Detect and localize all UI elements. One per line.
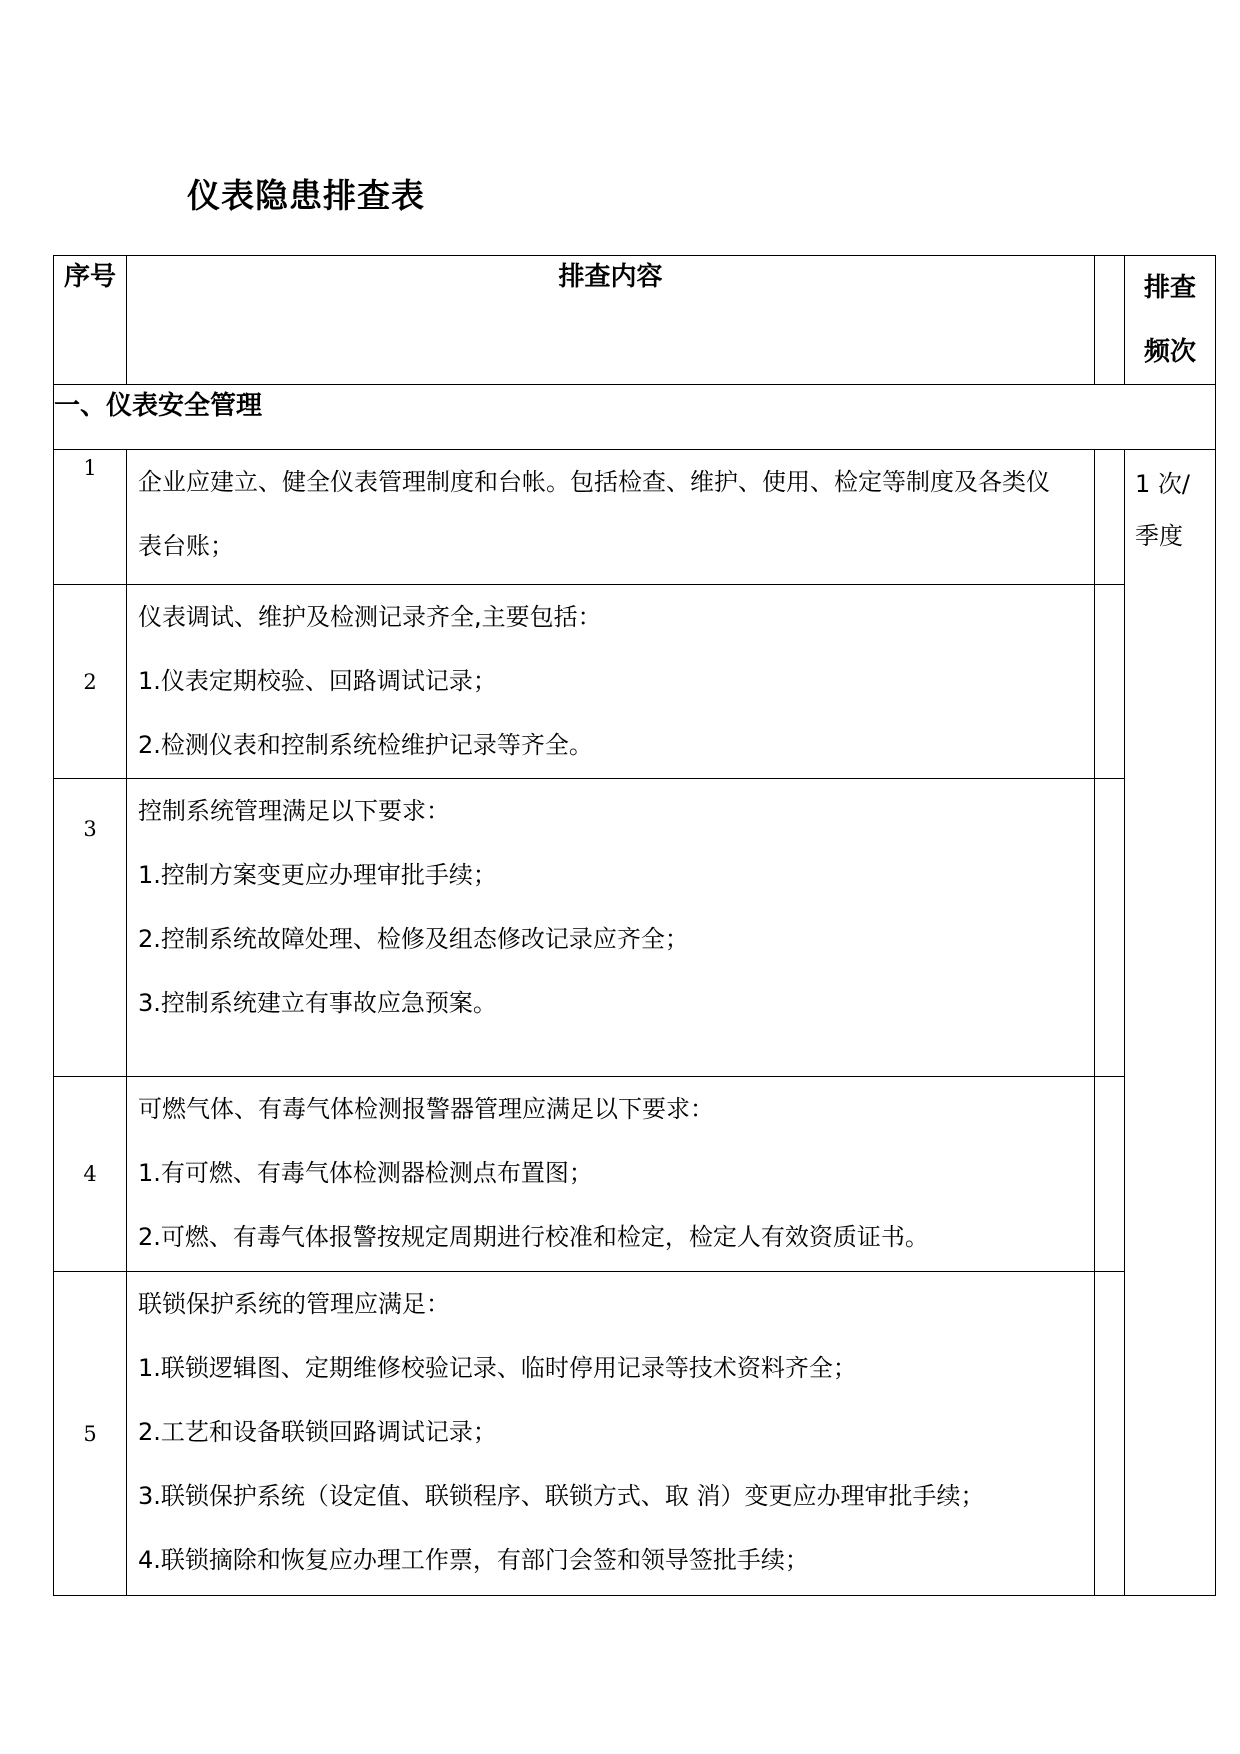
table-row xyxy=(54,1272,1216,1596)
row-content xyxy=(127,450,1095,585)
row-index: 1 xyxy=(54,450,127,585)
blank-cell xyxy=(1095,1272,1125,1596)
row-index: 2 xyxy=(54,585,127,779)
section-row xyxy=(54,385,1216,450)
content-line: 联锁保护系统的管理应满足： xyxy=(138,1290,450,1318)
frequency-cell xyxy=(1125,450,1216,1596)
content-line: 2.控制系统故障处理、检修及组态修改记录应齐全； xyxy=(138,925,689,953)
content-line: 2.工艺和设备联锁回路调试记录； xyxy=(138,1418,497,1446)
content-line: 4.联锁摘除和恢复应办理工作票，有部门会签和领导签批手续； xyxy=(138,1546,809,1574)
content-line: 1.控制方案变更应办理审批手续； xyxy=(138,861,497,889)
header-blank-cell xyxy=(1095,256,1125,385)
table-row xyxy=(54,779,1216,1077)
header-index: 序号 xyxy=(54,256,127,385)
frequency-line2: 季度 xyxy=(1135,522,1183,550)
content-line: 1.有可燃、有毒气体检测器检测点布置图； xyxy=(138,1159,593,1187)
blank-cell xyxy=(1095,450,1125,585)
content-line: 控制系统管理满足以下要求： xyxy=(138,797,450,825)
table-row xyxy=(54,585,1216,779)
section-title: 一、仪表安全管理 xyxy=(54,385,1216,450)
header-frequency xyxy=(1125,256,1216,385)
row-content xyxy=(127,1077,1095,1272)
row-index: 5 xyxy=(54,1272,127,1596)
content-line: 2.检测仪表和控制系统检维护记录等齐全。 xyxy=(138,731,593,759)
table-header-row xyxy=(54,256,1216,385)
content-line: 1.仪表定期校验、回路调试记录； xyxy=(138,667,497,695)
row-content xyxy=(127,1272,1095,1596)
blank-cell xyxy=(1095,1077,1125,1272)
content-line: 表台账； xyxy=(138,532,234,560)
content-line: 可燃气体、有毒气体检测报警器管理应满足以下要求： xyxy=(138,1095,714,1123)
content-line: 3.联锁保护系统（设定值、联锁程序、联锁方式、取 消）变更应办理审批手续； xyxy=(138,1482,985,1510)
page-title: 仪表隐患排查表 xyxy=(187,176,425,215)
table-row xyxy=(54,450,1216,585)
blank-cell xyxy=(1095,779,1125,1077)
header-frequency-line2: 频次 xyxy=(1143,337,1196,367)
row-content xyxy=(127,585,1095,779)
row-index: 3 xyxy=(54,779,127,1077)
header-frequency-line1: 排查 xyxy=(1143,273,1196,303)
content-line: 企业应建立、健全仪表管理制度和台帐。包括检查、维护、使用、检定等制度及各类仪 xyxy=(138,468,1050,496)
table-row xyxy=(54,1077,1216,1272)
content-line: 1.联锁逻辑图、定期维修校验记录、临时停用记录等技术资料齐全； xyxy=(138,1354,857,1382)
blank-cell xyxy=(1095,585,1125,779)
content-line: 3.控制系统建立有事故应急预案。 xyxy=(138,989,497,1017)
content-line: 仪表调试、维护及检测记录齐全,主要包括： xyxy=(138,603,602,631)
frequency-line1: 1 次/ xyxy=(1135,470,1190,498)
row-content xyxy=(127,779,1095,1077)
inspection-table xyxy=(53,255,1216,1596)
content-line: 2.可燃、有毒气体报警按规定周期进行校准和检定，检定人有效资质证书。 xyxy=(138,1223,929,1251)
header-content: 排查内容 xyxy=(127,256,1095,385)
row-index: 4 xyxy=(54,1077,127,1272)
